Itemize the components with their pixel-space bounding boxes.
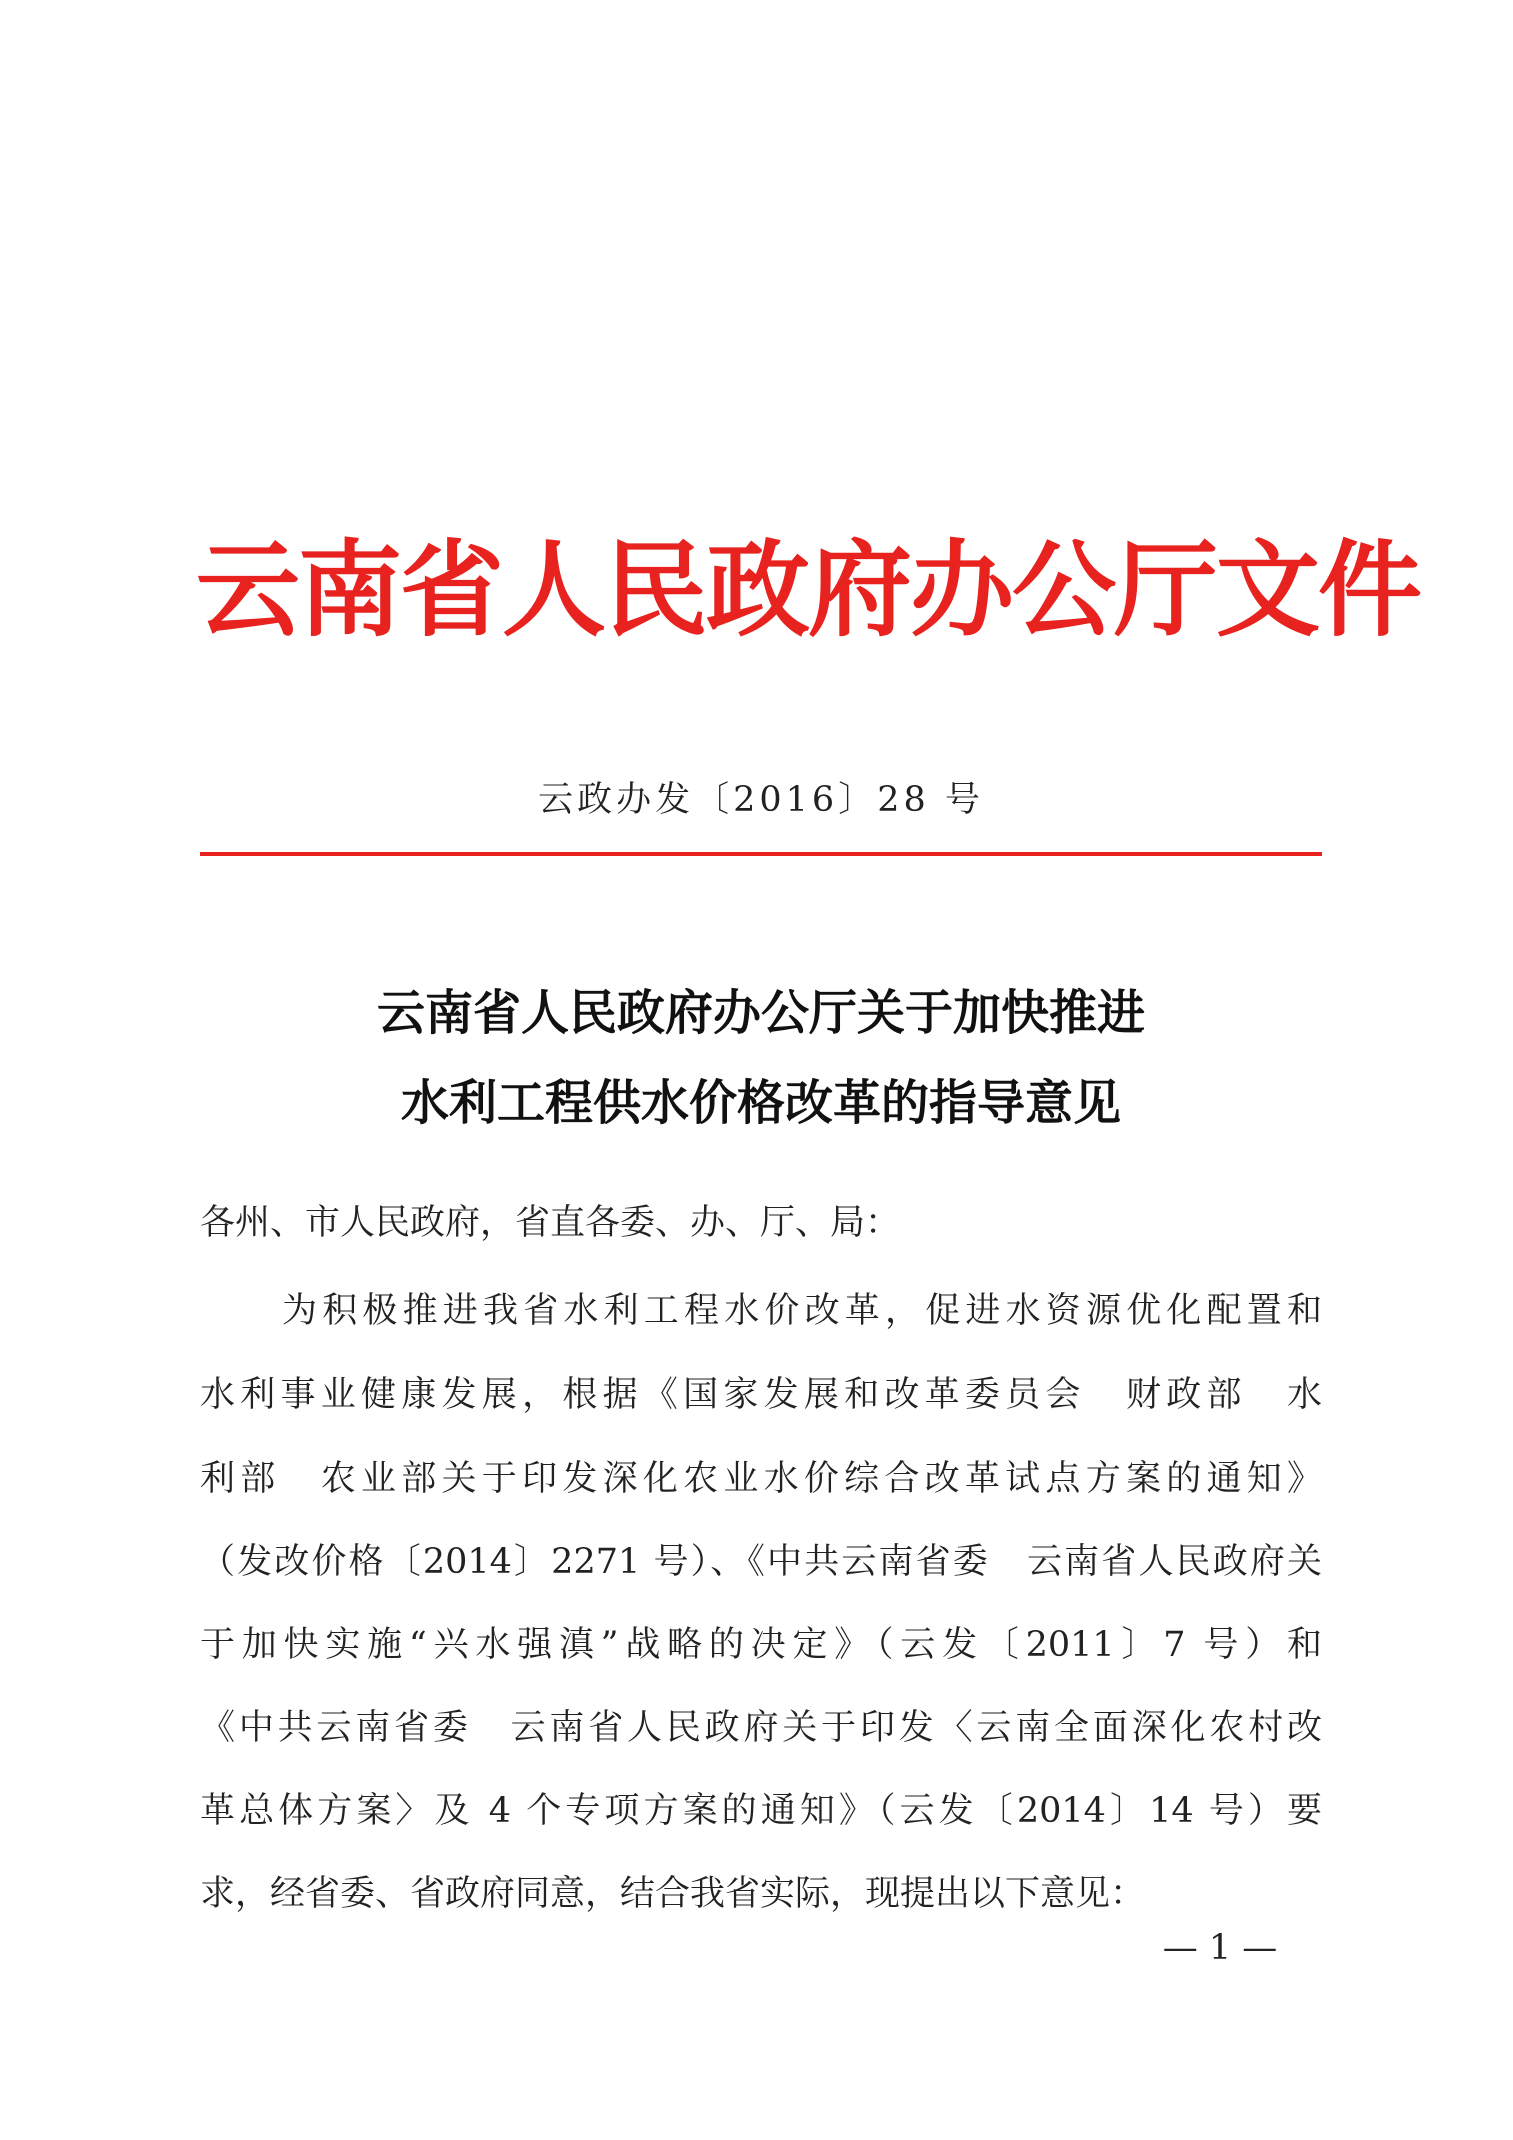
document-masthead: 云南省人民政府办公厅文件 xyxy=(196,529,1421,651)
body-line: 革总体方案〉及 4 个专项方案的通知》（云发〔2014〕14 号）要 xyxy=(200,1791,1322,1831)
body-line: （发改价格〔2014〕2271 号）、《中共云南省委 云南省人民政府关 xyxy=(200,1542,1322,1582)
document-title-line-2: 水利工程供水价格改革的指导意见 xyxy=(400,1075,1121,1131)
body-line: 为积极推进我省水利工程水价改革，促进水资源优化配置和 xyxy=(282,1291,1322,1331)
body-line: 利部 农业部关于印发深化农业水价综合改革试点方案的通知》 xyxy=(200,1459,1322,1499)
document-title-line-1: 云南省人民政府办公厅关于加快推进 xyxy=(376,985,1145,1041)
body-line: 水利事业健康发展，根据《国家发展和改革委员会 财政部 水 xyxy=(200,1375,1322,1415)
document-number: 云政办发〔2016〕28 号 xyxy=(538,780,984,820)
page-number: — 1 — xyxy=(1162,1928,1278,1968)
salutation: 各州、市人民政府，省直各委、办、厅、局： xyxy=(200,1203,901,1243)
body-line: 于加快实施“兴水强滇”战略的决定》（云发〔2011〕7 号）和 xyxy=(200,1625,1322,1665)
body-line: 求，经省委、省政府同意，结合我省实际，现提出以下意见： xyxy=(200,1874,1146,1914)
red-divider-line xyxy=(200,852,1322,856)
body-line: 《中共云南省委 云南省人民政府关于印发〈云南全面深化农村改 xyxy=(200,1708,1322,1748)
